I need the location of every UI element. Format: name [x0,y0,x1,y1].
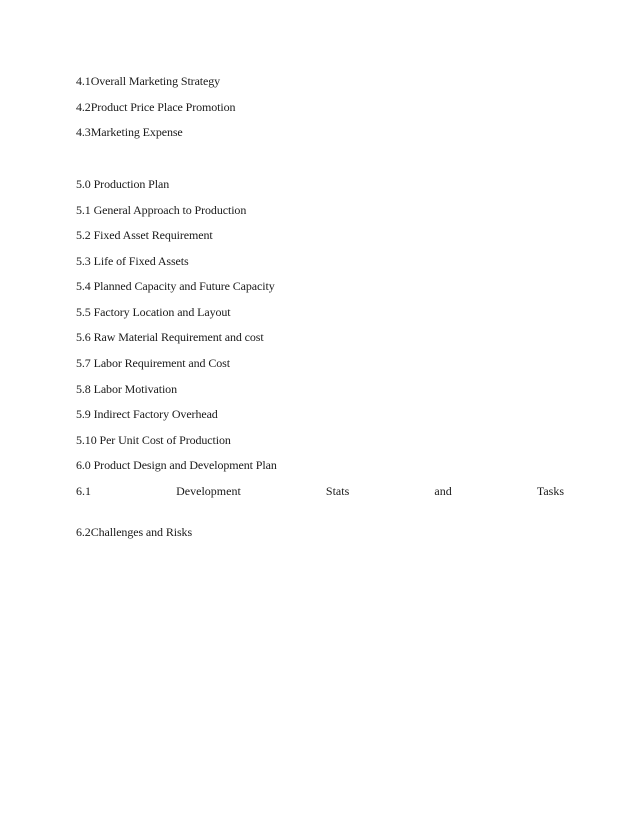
toc-item-6-2: 6.2Challenges and Risks [76,525,193,539]
toc-6-1-word: Stats [325,484,350,498]
toc-item-5-0: 5.0 Production Plan [76,177,170,191]
toc-item-5-8: 5.8 Labor Motivation [76,382,177,396]
toc-6-1-word: 6.1 [76,484,91,498]
toc-item-6-1 [76,484,564,498]
toc-item-4-1: 4.1Overall Marketing Strategy [76,74,221,88]
toc-item-5-4: 5.4 Planned Capacity and Future Capacity [76,279,275,293]
toc-item-5-10: 5.10 Per Unit Cost of Production [76,433,231,447]
toc-item-5-6: 5.6 Raw Material Requirement and cost [76,330,264,344]
toc-item-5-3: 5.3 Life of Fixed Assets [76,254,189,268]
toc-6-1-word: and [434,484,452,498]
toc-item-4-3: 4.3Marketing Expense [76,125,183,139]
toc-item-5-9: 5.9 Indirect Factory Overhead [76,407,218,421]
toc-item-5-2: 5.2 Fixed Asset Requirement [76,228,213,242]
toc-6-1-word: Development [176,484,241,498]
toc-item-5-7: 5.7 Labor Requirement and Cost [76,356,230,370]
toc-item-4-2: 4.2Product Price Place Promotion [76,100,236,114]
toc-item-5-5: 5.5 Factory Location and Layout [76,305,231,319]
toc-6-1-word: Tasks [536,484,564,498]
toc-item-6-0: 6.0 Product Design and Development Plan [76,458,277,472]
toc-item-5-1: 5.1 General Approach to Production [76,203,247,217]
